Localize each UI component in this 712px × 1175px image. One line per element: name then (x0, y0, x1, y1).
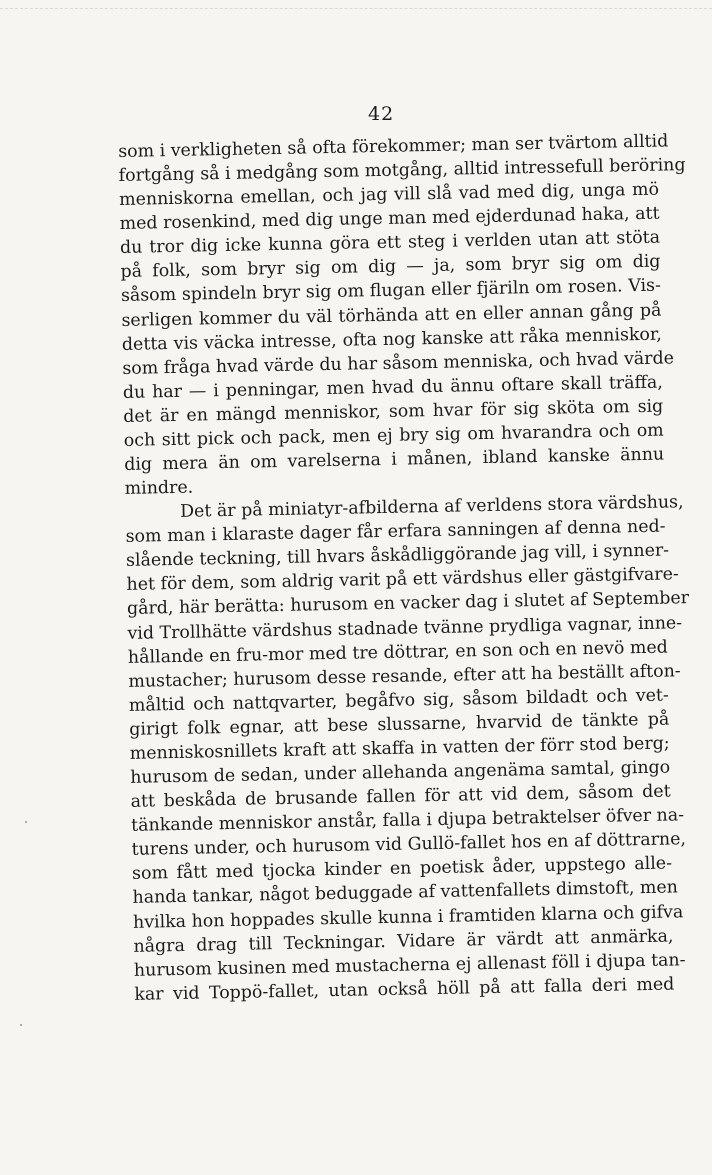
margin-speck (20, 1024, 22, 1026)
text-line: menniskorna emellan, och jag vill slå vad med dig, unga mö (118, 179, 660, 211)
text-line: på folk, som bryr sig om dig — ja, som bryr sig om dig (120, 252, 661, 283)
text-line: några drag till Teckningar. Vidare är värdt att anmärka, (133, 926, 674, 957)
text-line: menniskosnillets kraft att skaffa in vatten der förr stod berg; (129, 733, 670, 764)
page-edge-rule (0, 8, 712, 10)
text-line: som i verkligheten så ofta förekommer; man ser tvärtom alltid (118, 131, 669, 162)
text-line: vid Trollhätte värdshus stadnade tvänne prydliga vagnar, inne- (127, 612, 683, 644)
text-line: du har — i penningar, men hvad du ännu oftare skall träffa, (122, 372, 663, 403)
text-line: som fått med tjocka kinder en poetisk åder, uppstego alle- (131, 853, 673, 885)
text-line: detta vis väcka intresse, ofta nog kanske att råka menniskor, (121, 324, 663, 355)
text-line: och sitt pick och pack, men ej bry sig om hvarandra och om (123, 420, 664, 451)
text-line: girigt folk egnar, att bese slussarne, hvarvid de tänkte på (129, 709, 670, 740)
text-line: att beskåda de brusande fallen för att vid dem, såsom det (130, 781, 671, 812)
text-line: du tror dig icke kunna göra ett steg i verlden utan att stöta (119, 227, 661, 259)
text-line: hvilka hon hoppades skulle kunna i framtiden klarna och gifva (132, 901, 684, 933)
text-line: het för dem, som aldrig varit på ett värdshus eller gästgifvare- (126, 564, 679, 596)
text-line: fortgång så i medgång som motgång, alltid intressefull beröring (118, 155, 686, 187)
text-line: mindre. (124, 477, 194, 500)
text-line: Det är på miniatyr-afbilderna af verldens stora värdshus, (179, 492, 684, 523)
text-line: hurusom kusinen med mustacherna ej allenast föll i djupa tan- (133, 949, 686, 981)
text-line: det är en mängd menniskor, som hvar för sig sköta om sig (123, 396, 664, 427)
margin-speck (25, 821, 27, 823)
text-line: hållande en fru-mor med tre döttrar, en son och en nevö med (127, 637, 669, 668)
text-line: med rosenkind, med dig unge man med ejderdunad haka, att (119, 203, 660, 235)
text-line: handa tankar, något beduggade af vattenfallets dimstoft, men (132, 877, 679, 909)
text-line: dig mera än om varelserna i månen, ibland kanske ännu (124, 444, 665, 475)
body-text (118, 130, 690, 1007)
text-line: kar vid Toppö-fallet, utan också höll på att falla deri med (134, 974, 675, 1005)
text-line: mustacher; hurusom desse resande, efter att ha beställt afton- (128, 661, 681, 692)
text-line: serligen kommer du väl törhända att en eller annan gång på (121, 300, 662, 331)
text-line: turens under, och hurusom vid Gullö-fallet hos en af döttrarne, (131, 829, 687, 861)
text-line: som fråga hvad värde du har såsom menniska, och hvad värde (122, 348, 675, 379)
page-number: 42 (368, 103, 395, 125)
text-line: såsom spindeln bryr sig om flugan eller fjäriln om rosen. Vis- (120, 276, 662, 307)
text-line: hurusom de sedan, under allehanda angenäma samtal, gingo (130, 757, 671, 788)
text-line: tänkande menniskor anstår, falla i djupa betraktelser öfver na- (130, 805, 685, 837)
text-line: måltid och nattqvarter, begåfvo sig, såsom bildadt och vet- (128, 685, 669, 716)
text-line: slående teckning, till hvars åskådliggörande jag vill, i synner- (125, 540, 670, 572)
text-line: gård, här berätta: hurusom en vacker dag i slutet af September (126, 588, 690, 620)
text-line: som man i klaraste dager får erfara sanningen af denna ned- (125, 516, 666, 548)
